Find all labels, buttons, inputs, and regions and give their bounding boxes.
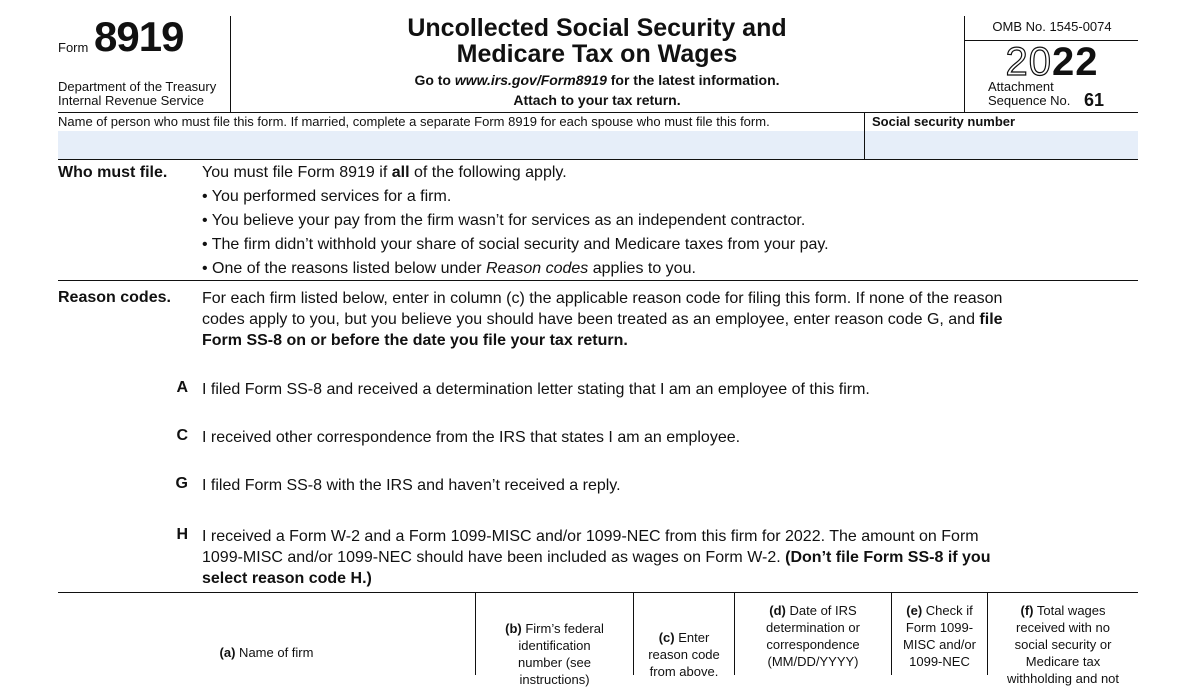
col-c-label: Enter reason code from above. — [648, 629, 720, 679]
intro-bold: all — [391, 164, 410, 181]
bullet-item: • You believe your pay from the firm wasn’t for services as an independent contractor. — [202, 212, 806, 229]
code-h-line2-pre: 1099-MISC and/or 1099-NEC should have been included as wages on Form W-2. — [202, 549, 786, 566]
name-field-label: Name of person who must file this form. If married, complete a separate Form 8919 for each spouse who must file this form. — [58, 114, 770, 129]
bullet4-italic: Reason codes — [486, 260, 589, 277]
omb-number: OMB No. 1545-0074 — [992, 19, 1112, 34]
reason-code-letter: A — [176, 379, 188, 396]
bullet4-post: applies to you. — [588, 260, 696, 277]
col-f-letter: (f) — [1020, 603, 1034, 618]
reason-code-text: I received other correspondence from the IRS that states I am an employee. — [202, 429, 741, 446]
code-h-line — [202, 547, 1102, 568]
title-line-1: Uncollected Social Security and — [407, 14, 787, 42]
col-d-letter: (d) — [769, 603, 786, 618]
intro-post: of the following apply. — [409, 164, 567, 181]
sequence-label: Sequence No. — [988, 93, 1071, 108]
reason-codes-intro — [202, 288, 1132, 351]
who-must-file-intro — [202, 161, 1132, 185]
col-f-label: Total wages received with no social security or Medicare tax withholding and not — [1006, 603, 1120, 686]
reason-code-h-text — [202, 526, 1102, 589]
name-input[interactable] — [58, 131, 864, 159]
intro-line3-bold: Form SS-8 on or before the date you file your tax return. — [202, 332, 628, 349]
code-h-line: I received a Form W-2 and a Form 1099-MISC and/or 1099-NEC from this firm for 2022. The amount on Form — [202, 528, 979, 545]
attachment-sequence-label — [988, 80, 1070, 108]
col-e-label: Check if Form 1099-MISC and/or 1099-NEC — [903, 603, 976, 669]
column-header-e — [892, 602, 987, 686]
year-outline: 20 — [1005, 40, 1052, 84]
col-d-label: Date of IRS determination or correspondence (MM/DD/YYYY) — [766, 603, 860, 669]
who-must-file-section — [202, 161, 1132, 281]
who-must-file-heading: Who must file. — [58, 164, 168, 181]
ssn-divider — [864, 112, 865, 160]
reason-intro-line: For each firm listed below, enter in column (c) the applicable reason code for filing this form. If none of the reason — [202, 290, 1003, 307]
reason-code-letter: H — [176, 526, 188, 543]
column-header-f — [988, 602, 1138, 686]
ssn-input[interactable] — [865, 131, 1138, 159]
instructions-link-line — [232, 72, 962, 88]
year-bold: 22 — [1052, 40, 1099, 84]
department-block — [58, 80, 216, 108]
header-bottom-rule — [58, 112, 1138, 113]
form-label: Form — [58, 40, 89, 55]
sequence-number: 61 — [1084, 90, 1105, 110]
form-title — [232, 15, 962, 67]
reason-intro-line — [202, 309, 1132, 330]
intro-pre: You must file Form 8919 if — [202, 164, 392, 181]
irs-url-link[interactable]: www.irs.gov/Form8919 — [454, 72, 607, 88]
fields-bottom-rule — [58, 159, 1138, 160]
col-e-letter: (e) — [906, 603, 923, 618]
bullet-item — [202, 257, 1132, 281]
bullet4-pre: • One of the reasons listed below under — [202, 260, 486, 277]
title-line-2: Medicare Tax on Wages — [456, 40, 738, 68]
code-h-line2-bold: (Don’t file Form SS-8 if you — [785, 549, 991, 566]
col-b-label: Firm’s federal identification number (see instructions) — [518, 621, 604, 687]
goto-suffix: for the latest information. — [606, 72, 780, 88]
bullet-item: • You performed services for a firm. — [202, 188, 452, 205]
who-must-file-rule — [58, 280, 1138, 281]
intro-line2-bold: file — [979, 311, 1003, 328]
department-line: Department of the Treasury — [58, 79, 217, 94]
column-header-c — [634, 612, 734, 696]
col-c-letter: (c) — [658, 629, 675, 645]
agency-line: Internal Revenue Service — [58, 93, 204, 108]
intro-line2-pre: codes apply to you, but you believe you should have been treated as an employee, enter reason code G, and — [202, 311, 980, 328]
reason-code-letter: C — [176, 427, 188, 444]
col-b-letter: (b) — [505, 621, 522, 636]
bullet-item: • The firm didn’t withhold your share of social security and Medicare taxes from your pay. — [202, 236, 829, 253]
reason-intro-line — [202, 330, 1132, 351]
form-number: 8919 — [94, 13, 184, 60]
header-divider-left — [230, 16, 231, 112]
reason-code-text: I filed Form SS-8 with the IRS and haven’t received a reply. — [202, 477, 621, 494]
column-header-a — [58, 610, 475, 694]
reason-code-text: I filed Form SS-8 and received a determination letter stating that I am an employee of this firm. — [202, 381, 870, 398]
ssn-field-label: Social security number — [872, 114, 1016, 129]
reason-code-letter: G — [175, 475, 188, 492]
col-a-letter: (a) — [219, 644, 236, 660]
reason-codes-heading: Reason codes. — [58, 289, 171, 306]
code-h-line — [202, 568, 1102, 589]
table-top-rule — [58, 592, 1138, 593]
column-header-d — [735, 594, 891, 678]
col-a-label: Name of firm — [235, 644, 314, 660]
attachment-label: Attachment — [988, 79, 1054, 94]
header-divider-right — [964, 16, 965, 112]
goto-prefix: Go to — [414, 72, 455, 88]
column-header-b — [476, 612, 633, 696]
attach-note: Attach to your tax return. — [513, 92, 681, 108]
code-h-line3-bold: select reason code H.) — [202, 570, 372, 587]
